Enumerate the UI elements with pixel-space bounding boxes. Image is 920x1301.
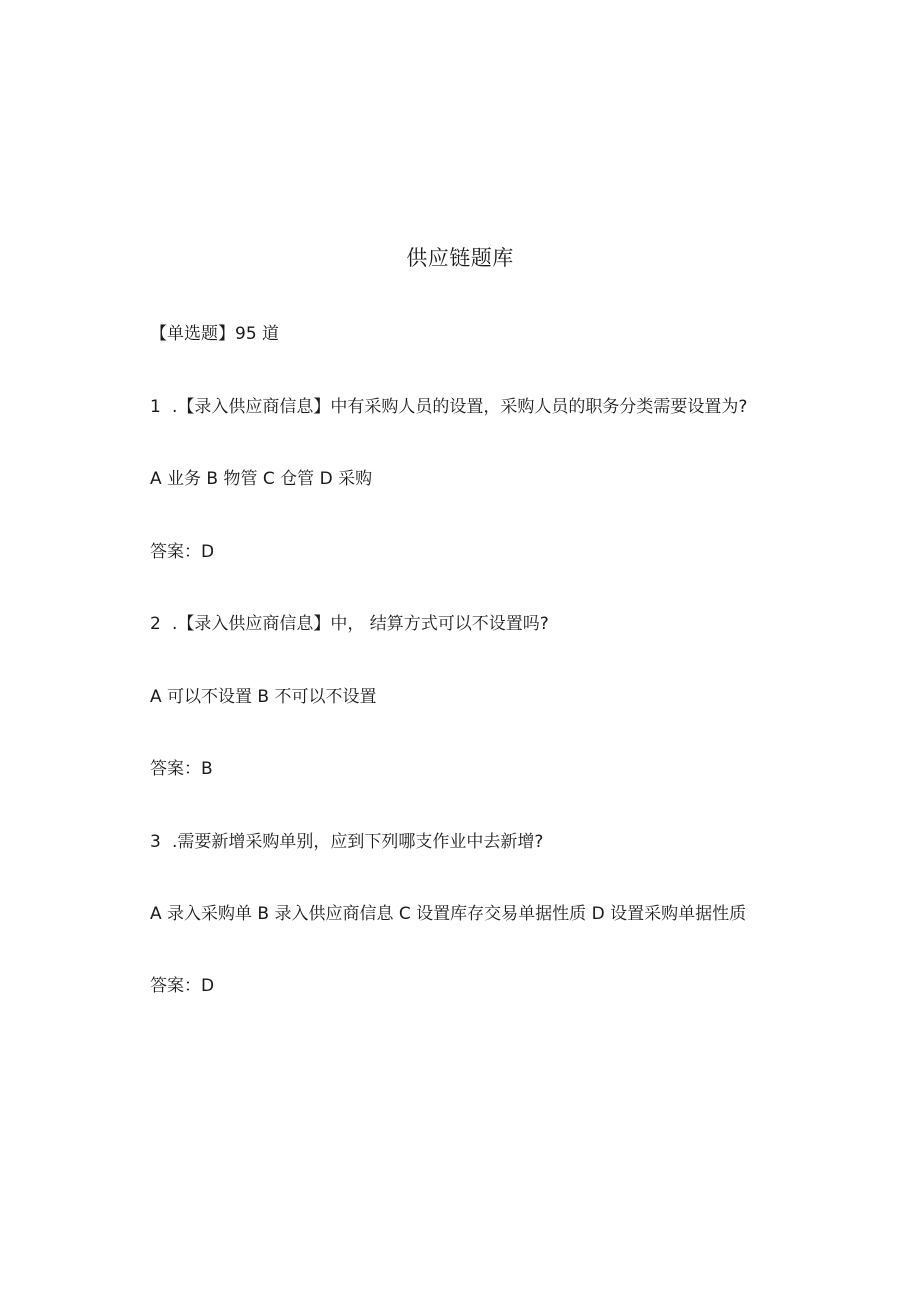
question-2-options: A 可以不设置 B 不可以不设置 — [150, 687, 377, 707]
question-2 — [150, 612, 549, 636]
question-2-answer: 答案：B — [150, 759, 213, 779]
question-1 — [150, 395, 747, 419]
question-number: 1 — [150, 397, 161, 417]
page-title: 供应链题库 — [406, 246, 514, 270]
question-text: .【录入供应商信息】中有采购人员的设置，采购人员的职务分类需要设置为? — [172, 397, 748, 417]
question-text: .【录入供应商信息】中， 结算方式可以不设置吗? — [172, 614, 549, 634]
section-heading: 【单选题】95 道 — [150, 324, 280, 344]
question-number: 2 — [150, 614, 161, 634]
question-1-answer: 答案：D — [150, 542, 215, 562]
question-3 — [150, 830, 543, 854]
question-3-answer: 答案：D — [150, 976, 215, 996]
question-3-options: A 录入采购单 B 录入供应商信息 C 设置库存交易单据性质 D 设置采购单据性质 — [150, 904, 747, 924]
question-number: 3 — [150, 832, 161, 852]
question-1-options: A 业务 B 物管 C 仓管 D 采购 — [150, 469, 373, 489]
question-text: .需要新增采购单别，应到下列哪支作业中去新增? — [172, 832, 544, 852]
